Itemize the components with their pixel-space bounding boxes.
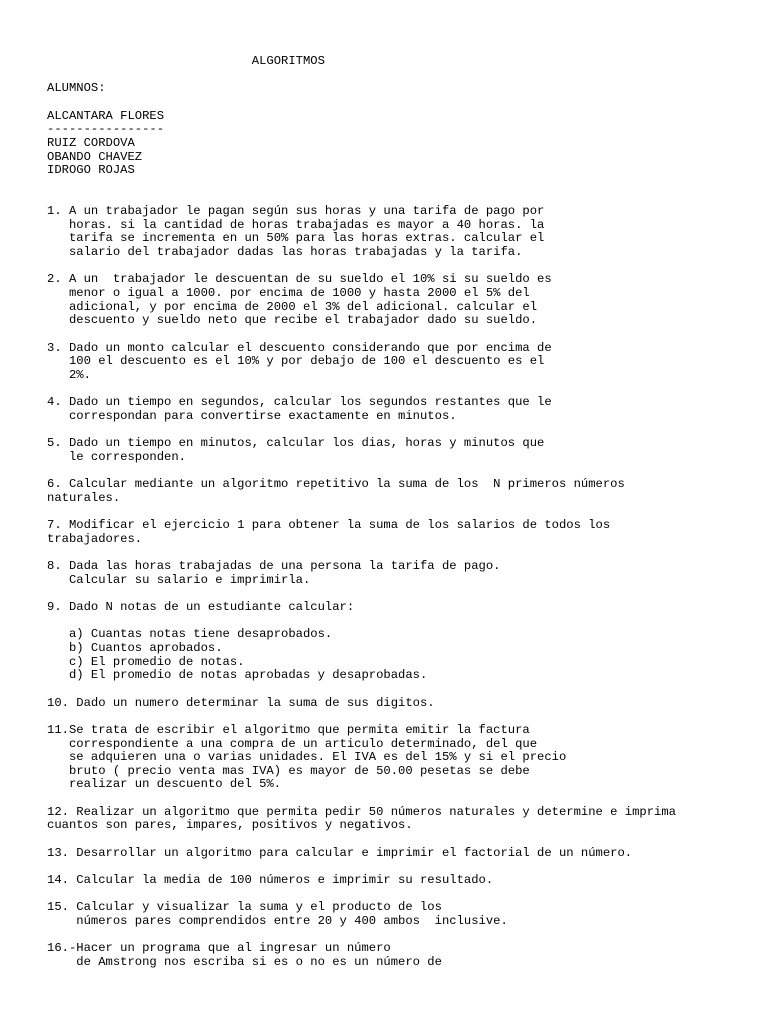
exercise-line: realizar un descuento del 5%. (47, 777, 282, 792)
exercise-line: 1. A un trabajador le pagan según sus horas y una tarifa de pago por (47, 204, 545, 219)
exercise-subitem: a) Cuantas notas tiene desaprobados. (47, 627, 333, 642)
exercise-line: se adquieren una o varias unidades. El IVA es del 15% y si el precio (47, 750, 567, 765)
exercise-line: correspondiente a una compra de un articulo determinado, del que (47, 736, 538, 751)
exercise-subitem: d) El promedio de notas aprobadas y desaprobadas. (47, 668, 428, 683)
exercise-line: horas. si la cantidad de horas trabajadas es mayor a 40 horas. la (47, 217, 545, 232)
exercise-line: 100 el descuento es el 10% y por debajo de 100 el descuento es el (47, 354, 545, 369)
student-name: ALCANTARA FLORES (47, 108, 165, 123)
exercise-line: 4. Dado un tiempo en segundos, calcular los segundos restantes que le (47, 395, 552, 410)
exercise-line: 15. Calcular y visualizar la suma y el producto de los (47, 900, 442, 915)
exercise-subitem: b) Cuantos aprobados. (47, 640, 223, 655)
exercise-line: de Amstrong nos escriba si es o no es un número de (47, 954, 442, 969)
exercise-line: 14. Calcular la media de 100 números e imprimir su resultado. (47, 873, 494, 887)
exercise-line: 6. Calcular mediante un algoritmo repetitivo la suma de los N primeros números (47, 477, 625, 492)
exercise-line: 7. Modificar el ejercicio 1 para obtener la suma de los salarios de todos los (47, 518, 611, 533)
exercise-line: le corresponden. (47, 449, 186, 464)
exercise-line: 12. Realizar un algoritmo que permita pedir 50 números naturales y determine e imprima (47, 804, 676, 819)
doc-title: ALGORITMOS (47, 54, 325, 68)
exercise-line: salario del trabajador dadas las horas trabajadas y la tarifa. (47, 245, 523, 260)
exercise-line: trabajadores. (47, 531, 143, 546)
exercise-line: tarifa se incrementa en un 50% para las horas extras. calcular el (47, 231, 545, 246)
exercise-line: 16.-Hacer un programa que al ingresar un número (47, 941, 391, 956)
exercise-line: 11.Se trata de escribir el algoritmo que permita emitir la factura (47, 722, 530, 737)
exercise-line: naturales. (47, 490, 121, 505)
exercise-line: 10. Dado un numero determinar la suma de sus digitos. (47, 695, 435, 710)
exercise-line: 13. Desarrollar un algoritmo para calcular e imprimir el factorial de un número. (47, 845, 633, 860)
separator-line: ---------------- (47, 122, 165, 137)
exercise-line: adicional, y por encima de 2000 el 3% del adicional. calcular el (47, 299, 538, 314)
exercise-line: bruto ( precio venta mas IVA) es mayor de 50.00 pesetas se debe (47, 763, 530, 778)
exercise-line: descuento y sueldo neto que recibe el trabajador dado su sueldo. (47, 313, 538, 328)
exercise-line: 2%. (47, 367, 91, 382)
exercise-line: 2. A un trabajador le descuentan de su sueldo el 10% si su sueldo es (47, 272, 552, 287)
exercise-line: Calcular su salario e imprimirla. (47, 572, 311, 587)
student-name: RUIZ CORDOVA (47, 135, 135, 150)
exercise-line: 3. Dado un monto calcular el descuento considerando que por encima de (47, 340, 552, 355)
exercise-line: cuantos son pares, impares, positivos y negativos. (47, 818, 413, 833)
exercise-line: 9. Dado N notas de un estudiante calcular: (47, 600, 355, 614)
student-name: IDROGO ROJAS (47, 163, 135, 178)
exercise-line: números pares comprendidos entre 20 y 400 ambos inclusive. (47, 913, 508, 928)
exercise-line: menor o igual a 1000. por encima de 1000 y hasta 2000 el 5% del (47, 286, 530, 301)
students-heading: ALUMNOS: (47, 81, 106, 96)
exercise-subitem: c) El promedio de notas. (47, 654, 245, 669)
student-name: OBANDO CHAVEZ (47, 149, 143, 164)
exercise-line: 5. Dado un tiempo en minutos, calcular los dias, horas y minutos que (47, 436, 545, 451)
exercise-line: correspondan para convertirse exactamente en minutos. (47, 408, 457, 423)
exercise-line: 8. Dada las horas trabajadas de una persona la tarifa de pago. (47, 559, 501, 574)
